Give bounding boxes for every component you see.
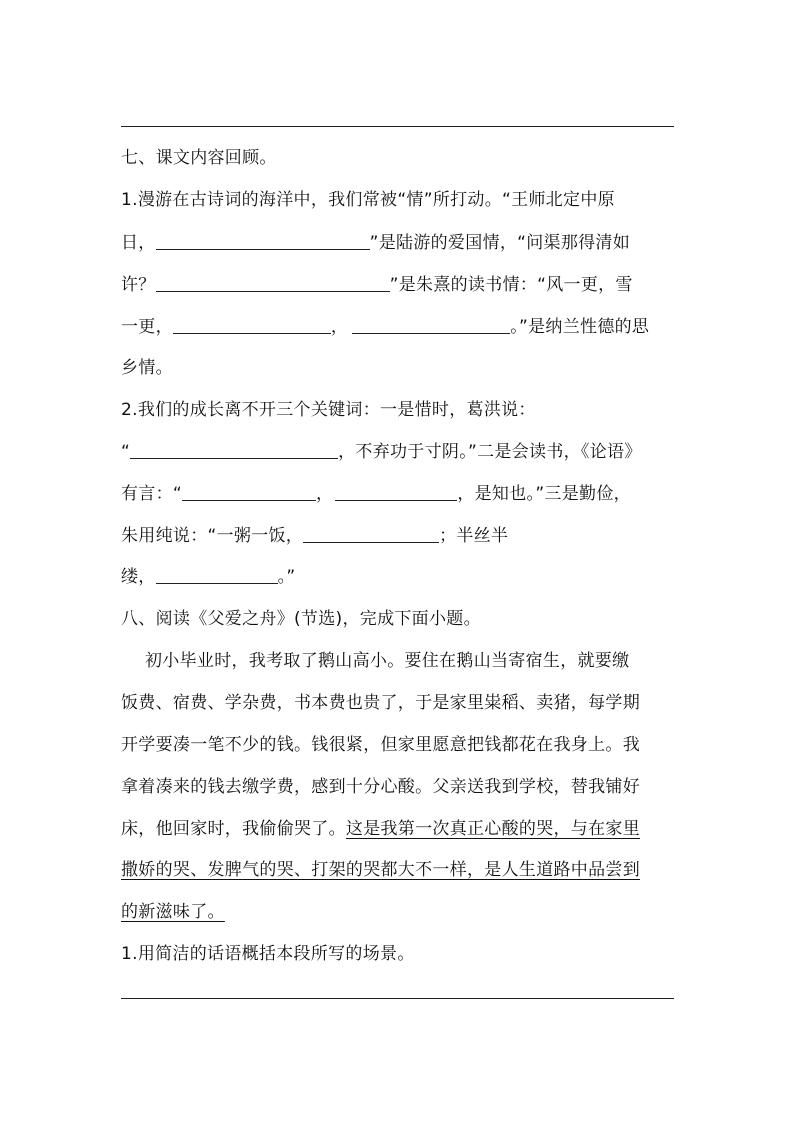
underlined-sentence: 这是我第一次真正心酸的哭，与在家里 — [345, 819, 641, 839]
passage-line: 拿着凑来的钱去缴学费，感到十分心酸。父亲送我到学校，替我铺好 — [121, 777, 640, 797]
underlined-sentence: 撒娇的哭、发脾气的哭、打架的哭都大不一样，是人生道路中品尝到 — [121, 860, 640, 880]
top-divider — [121, 126, 674, 127]
passage-line — [121, 859, 681, 881]
passage-line: 饭费、宿费、学杂费，书本费也贵了，于是家里粜稻、卖猪，每学期 — [121, 693, 640, 713]
passage-line: 初小毕业时，我考取了鹅山高小。要住在鹅山当寄宿生，就要缴 — [145, 651, 630, 671]
q7-1-line2: 日， ”是陆游的爱国情，“问渠那得清如 — [121, 233, 631, 253]
bottom-divider — [121, 998, 674, 999]
section7-heading: 七、课文内容回顾。 — [121, 148, 277, 168]
answer-blank[interactable] — [156, 275, 390, 292]
answer-blank[interactable] — [303, 526, 439, 543]
q7-2-line1: 2.我们的成长离不开三个关键词：一是惜时，葛洪说： — [121, 400, 536, 420]
passage-line: 开学要凑一笔不少的钱。钱很紧，但家里愿意把钱都花在我身上。我 — [121, 735, 640, 755]
underlined-sentence: 的新滋味了。 — [121, 902, 225, 922]
q7-1-line4: 一更， ， 。”是纳兰性德的思 — [121, 317, 650, 337]
q8-1: 1.用简洁的话语概括本段所写的场景。 — [121, 944, 415, 964]
answer-blank[interactable] — [156, 567, 278, 584]
section8-heading: 八、阅读《父爱之舟》(节选)，完成下面小题。 — [121, 609, 481, 629]
q7-2-line2: “ ，不弃功于寸阴。”二是会读书，《论语》 — [121, 442, 642, 462]
q7-1-line1: 1.漫游在古诗词的海洋中，我们常被“情”所打动。“王师北定中原 — [121, 190, 615, 210]
answer-blank[interactable] — [352, 317, 510, 334]
answer-blank[interactable] — [173, 317, 331, 334]
passage-line: 床，他回家时，我偷偷哭了。这是我第一次真正心酸的哭，与在家里 — [121, 819, 641, 839]
q7-2-line3: 有言：“ ， ，是知也。”三是勤俭， — [121, 484, 631, 504]
passage-line — [121, 901, 681, 923]
q7-2-line5: 缕， 。” — [121, 567, 296, 587]
answer-blank[interactable] — [335, 484, 457, 501]
answer-blank[interactable] — [130, 442, 338, 459]
q7-1-line3: 许？ ”是朱熹的读书情：“风一更，雪 — [121, 275, 633, 295]
answer-blank[interactable] — [182, 484, 316, 501]
answer-blank[interactable] — [156, 233, 370, 250]
q7-1-line5: 乡情。 — [121, 358, 173, 378]
q7-2-line4: 朱用纯说：“一粥一饭， ；半丝半 — [121, 526, 509, 546]
